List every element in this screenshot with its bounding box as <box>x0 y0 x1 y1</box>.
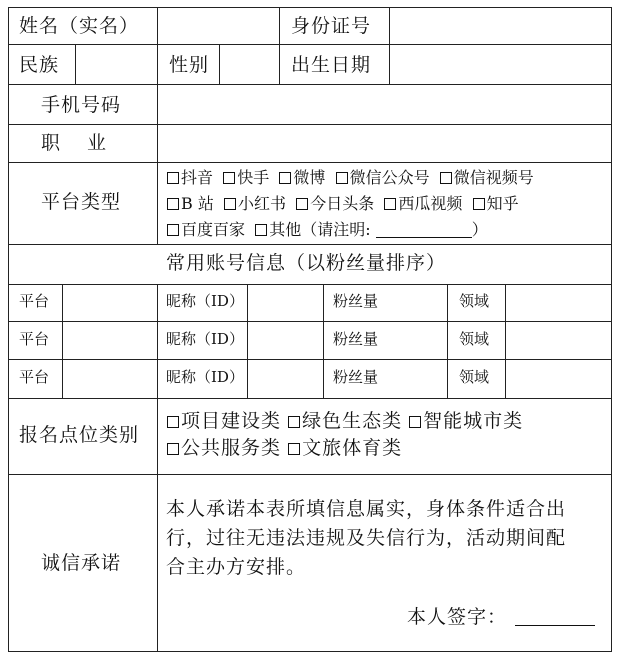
account-fans-label: 粉丝量 <box>333 368 379 386</box>
id-number-field[interactable] <box>391 9 609 43</box>
accounts-header: 常用账号信息（以粉丝量排序） <box>166 252 447 274</box>
account-fans-label: 粉丝量 <box>333 292 379 310</box>
option-project-construction[interactable]: 项目建设类 <box>167 412 281 431</box>
row-divider <box>9 124 611 125</box>
platform-options-line2 <box>167 196 519 212</box>
option-zhihu[interactable]: 知乎 <box>473 196 519 212</box>
option-culture-sports[interactable]: 文旅体育类 <box>288 439 402 458</box>
option-wechat-official[interactable]: 微信公众号 <box>336 170 430 186</box>
col-divider <box>219 44 220 84</box>
id-number-label: 身份证号 <box>291 15 372 37</box>
option-douyin[interactable]: 抖音 <box>167 170 213 186</box>
option-weibo[interactable]: 微博 <box>279 170 325 186</box>
job-field[interactable] <box>159 126 609 161</box>
row-divider <box>9 284 611 285</box>
registration-form <box>8 7 612 652</box>
phone-label: 手机号码 <box>41 94 122 116</box>
row-divider <box>9 321 611 322</box>
account-field-label: 领域 <box>459 330 490 348</box>
close-paren: ） <box>471 220 488 239</box>
option-green-ecology[interactable]: 绿色生态类 <box>288 412 402 431</box>
checkbox-icon <box>167 416 179 428</box>
category-options-line2 <box>167 439 402 458</box>
platform-type-label: 平台类型 <box>41 191 122 213</box>
col-divider <box>157 84 158 244</box>
checkbox-icon <box>279 172 291 184</box>
category-label: 报名点位类别 <box>19 424 140 446</box>
checkbox-icon <box>336 172 348 184</box>
col-divider <box>75 44 76 84</box>
signature-line[interactable] <box>515 625 595 626</box>
account-platform-label: 平台 <box>19 368 50 386</box>
row-divider <box>9 359 611 360</box>
name-label: 姓名（实名） <box>19 15 140 37</box>
checkbox-icon <box>224 198 236 210</box>
row-divider <box>9 244 611 245</box>
account-platform-label: 平台 <box>19 292 50 310</box>
option-wechat-channels[interactable]: 微信视频号 <box>440 170 534 186</box>
platform-options-line1 <box>167 170 534 186</box>
col-divider <box>279 8 280 84</box>
checkbox-icon <box>409 416 421 428</box>
col-divider <box>447 284 448 398</box>
checkbox-icon <box>288 416 300 428</box>
checkbox-icon <box>167 198 179 210</box>
account-nickname-label: 昵称（ID） <box>166 368 244 386</box>
ethnicity-label: 民族 <box>19 54 60 76</box>
option-xiaohongshu[interactable]: 小红书 <box>224 196 286 212</box>
option-kuaishou[interactable]: 快手 <box>223 170 269 186</box>
gender-label: 性别 <box>169 54 210 76</box>
option-xigua[interactable]: 西瓜视频 <box>384 196 462 212</box>
birth-date-field[interactable] <box>391 46 609 83</box>
checkbox-icon <box>384 198 396 210</box>
checkbox-icon <box>223 172 235 184</box>
checkbox-icon <box>167 443 179 455</box>
col-divider <box>157 44 158 84</box>
col-divider <box>247 284 248 398</box>
col-divider <box>157 398 158 651</box>
account-nickname-label: 昵称（ID） <box>166 330 244 348</box>
pledge-text-line: 行，过往无违法违规及失信行为，活动期间配 <box>166 527 567 549</box>
job-label: 职 业 <box>41 132 111 154</box>
gender-field[interactable] <box>221 46 277 83</box>
col-divider <box>62 284 63 398</box>
option-smart-city[interactable]: 智能城市类 <box>409 412 523 431</box>
col-divider <box>157 8 158 44</box>
pledge-text-line: 合主办方安排。 <box>166 556 307 578</box>
col-divider <box>505 284 506 398</box>
checkbox-icon <box>440 172 452 184</box>
col-divider <box>389 8 390 84</box>
option-other[interactable]: 其他（请注明: <box>255 222 370 238</box>
row-divider <box>9 162 611 163</box>
option-toutiao[interactable]: 今日头条 <box>296 196 374 212</box>
option-bilibili[interactable]: B 站 <box>167 196 214 212</box>
checkbox-icon <box>255 224 267 236</box>
category-options-line1 <box>167 412 523 431</box>
checkbox-icon <box>296 198 308 210</box>
platform-options-line3 <box>167 222 488 238</box>
birth-date-label: 出生日期 <box>291 54 372 76</box>
account-field-label: 领域 <box>459 368 490 386</box>
option-baidu-baijia[interactable]: 百度百家 <box>167 222 245 238</box>
row-divider <box>9 44 611 45</box>
name-field[interactable] <box>159 9 277 43</box>
pledge-label: 诚信承诺 <box>41 552 122 574</box>
checkbox-icon <box>167 172 179 184</box>
checkbox-icon <box>473 198 485 210</box>
row-divider <box>9 84 611 85</box>
account-platform-label: 平台 <box>19 330 50 348</box>
account-fans-label: 粉丝量 <box>333 330 379 348</box>
other-platform-blank[interactable] <box>376 237 472 238</box>
row-divider <box>9 398 611 399</box>
signature-label: 本人签字： <box>407 606 508 628</box>
checkbox-icon <box>167 224 179 236</box>
phone-field[interactable] <box>159 86 609 123</box>
col-divider <box>157 284 158 398</box>
account-nickname-label: 昵称（ID） <box>166 292 244 310</box>
pledge-text-line: 本人承诺本表所填信息属实，身体条件适合出 <box>166 498 567 520</box>
ethnicity-field[interactable] <box>77 46 155 83</box>
account-field-label: 领域 <box>459 292 490 310</box>
col-divider <box>323 284 324 398</box>
option-public-service[interactable]: 公共服务类 <box>167 439 281 458</box>
row-divider <box>9 474 611 475</box>
checkbox-icon <box>288 443 300 455</box>
